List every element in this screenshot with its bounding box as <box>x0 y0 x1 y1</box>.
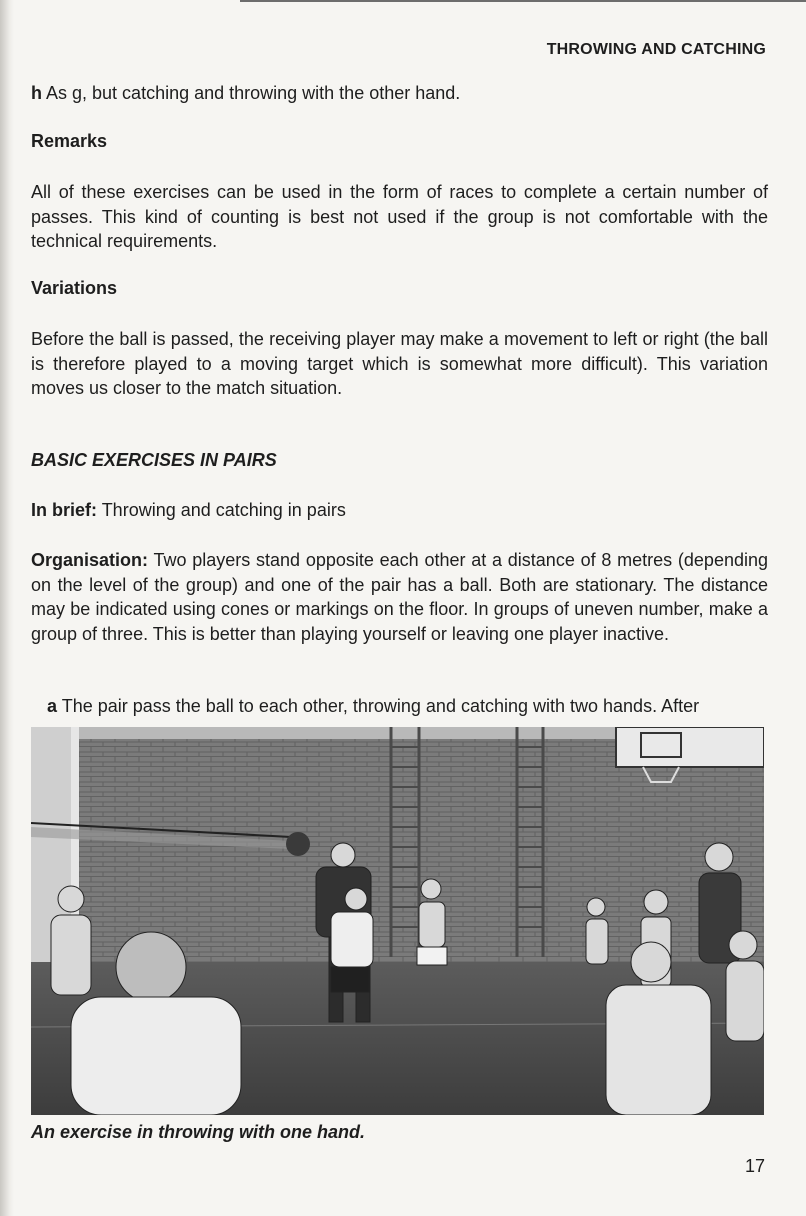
item-text-a: The pair pass the ball to each other, throwing and catching with two hands. After <box>61 696 700 716</box>
running-head: THROWING AND CATCHING <box>546 41 766 58</box>
organisation-label: Organisation: <box>31 550 149 570</box>
item-marker-h: h <box>31 83 42 103</box>
remarks-paragraph: All of these exercises can be used in the form of races to complete a certain number of passes. This kind of counting is best not used if the group is not comfortable with the technical requirements. <box>31 182 768 251</box>
page-binding-shadow <box>0 0 14 1216</box>
top-edge-line <box>240 0 806 2</box>
organisation-text: Two players stand opposite each other at a distance of 8 metres (depending on the level of the group) and one of the pair has a ball. Both are stationary. The distance may be indicated using cones or markings on the floor. In groups of uneven number, make a group of three. This is better than playing yourself or leaving one player inactive. <box>31 550 769 644</box>
organisation-paragraph <box>31 548 768 646</box>
in-brief-text: Throwing and catching in pairs <box>101 500 346 520</box>
variations-paragraph: Before the ball is passed, the receiving player may make a movement to left or right (the ball is therefore played to a moving target which is somewhat more difficult). This variation moves us closer to the match situation. <box>31 329 768 398</box>
in-brief-line <box>31 498 768 523</box>
exercise-item-h <box>31 81 768 106</box>
section-title: BASIC EXERCISES IN PAIRS <box>31 450 277 470</box>
in-brief-label: In brief: <box>31 500 97 520</box>
remarks-heading: Remarks <box>31 131 108 151</box>
variations-heading: Variations <box>31 278 118 298</box>
photo-caption: An exercise in throwing with one hand. <box>31 1122 366 1142</box>
page-number: 17 <box>744 1156 765 1176</box>
gym-photo <box>31 727 764 1115</box>
exercise-item-a <box>47 694 768 719</box>
item-text-h: As g, but catching and throwing with the other hand. <box>46 83 461 103</box>
item-marker-a: a <box>47 696 58 716</box>
